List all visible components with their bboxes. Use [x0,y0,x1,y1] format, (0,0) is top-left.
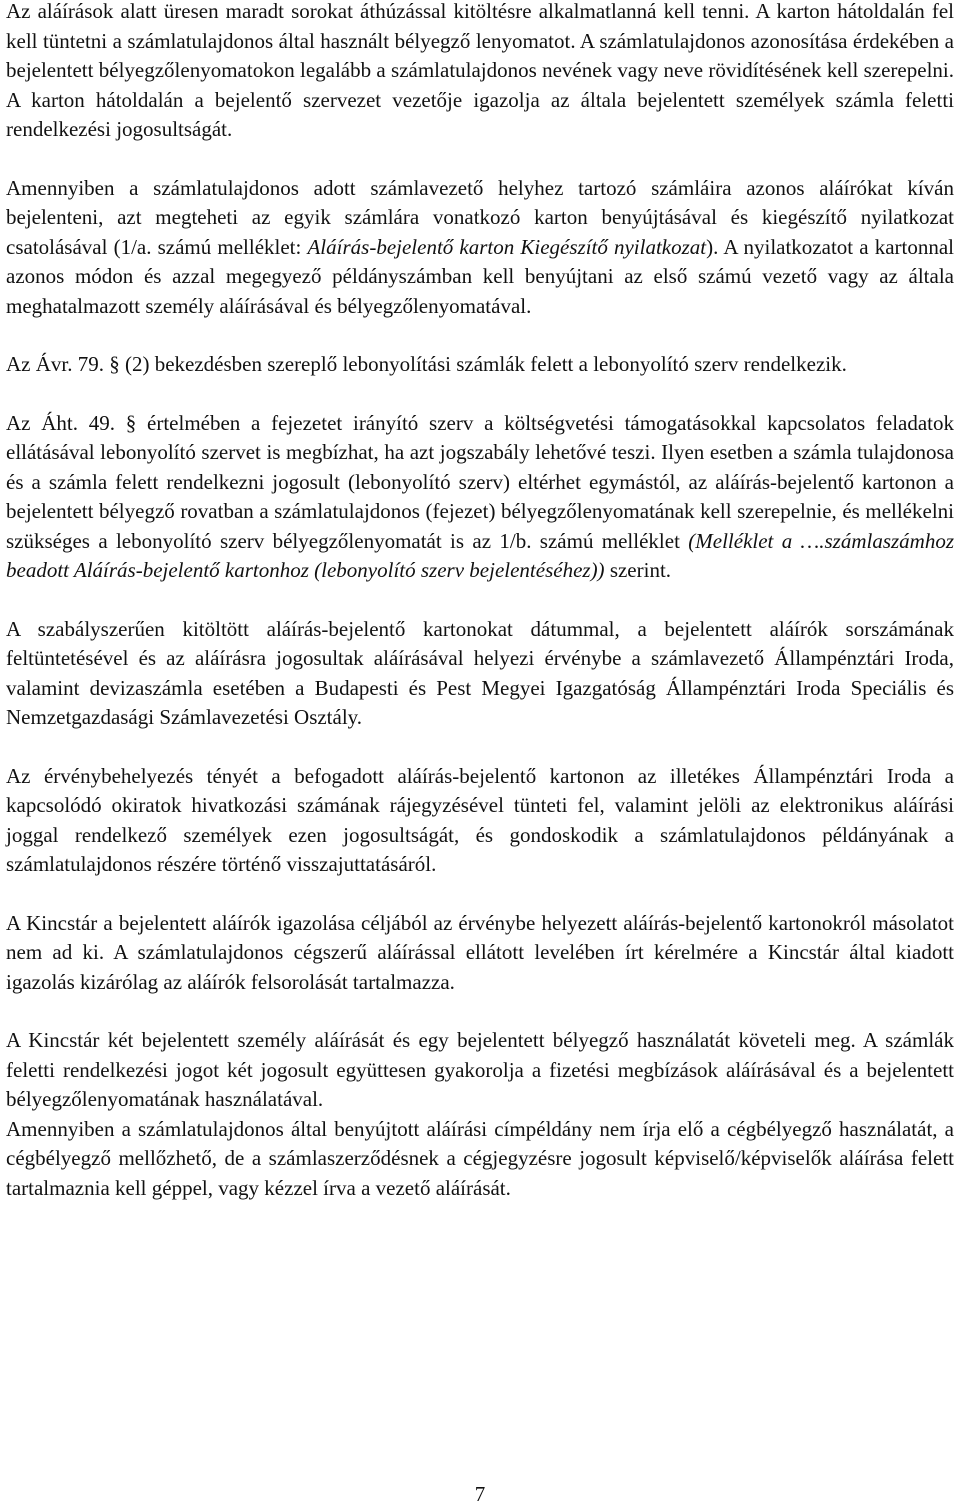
annex-title-italic: (Melléklet a ….számlaszámhoz beadott Aláírás-bejelentő kartonhoz (lebonyolító szerv bejelentéséhez)) [6,528,954,582]
paragraph-two-signatures: A Kincstár két bejelentett személy aláírását és egy bejelentett bélyegző használatát követeli meg. A számlák feletti rendelkezési jogot két jogosult együttesen gyakorolja a fizetési megbízások aláírásával és a bejelentett bélyegzőlenyomatának használatával. [6,1028,954,1111]
paragraph-text: Az Áht. 49. § értelmében a fejezetet irányító szerv a költségvetési támogatásokkal kapcsolatos feladatok ellátásával lebonyolító szervet is megbízhat, ha azt jogszabály lehetővé teszi. Ilyen esetben a számla tulajdonosa és a számla felett rendelkezni jogosult (lebonyolító szerv) eltérhet egymástól, az aláírás-bejelentő kartonon a bejelentett bélyegző rovatban a számlatulajdonos (fejezet) bélyegzőlenyomatának kell szerepelnie, és mellékelni szükséges a lebonyolító szerv bélyegzőlenyomatát is az 1/b. számú melléklet [6,410,954,553]
paragraph-no-copies: A Kincstár a bejelentett aláírók igazolása céljából az érvénybe helyezett aláírás-bejelentő kartonokról másolatot nem ad ki. A számlatulajdonos cégszerű aláírással ellátott levelében írt kérelmére a Kincstár által kiadott igazolás kizárólag az aláírók felsorolását tartalmazza. [6,910,954,994]
paragraph-text: Amennyiben a számlatulajdonos adott számlavezető helyhez tartozó számláira azonos aláírókat kíván bejelenteni, azt megteheti az egyik számlára vonatkozó karton benyújtásával és kiegészítő nyilatkozat csatolásával (1/a. számú melléklet: [6,175,954,259]
paragraph-registration: Az érvénybehelyezés tényét a befogadott aláírás-bejelentő kartonon az illetékes Állampénztári Iroda a kapcsolódó okiratok hivatkozási számának rájegyzésével tünteti fel, valamint jelöli az elektronikus aláírási joggal rendelkező személyek ezen jogosultságát, és gondoskodik a számlatulajdonos példányának a számlatulajdonos részére történő visszajuttatásáról. [6,763,954,876]
paragraph-company-stamp: Amennyiben a számlatulajdonos által benyújtott aláírási címpéldány nem írja elő a cégbélyegző használatát, a cégbélyegző mellőzhető, de a számlaszerződésnek a cégjegyzésre jogosult képviselő/képviselők aláírása felett tartalmaznia kell géppel, vagy kézzel írva a vezető aláírását. [6,1116,954,1200]
annex-title-italic: Aláírás-bejelentő karton Kiegészítő nyilatkozat [307,234,707,259]
paragraph-avr-79: Az Ávr. 79. § (2) bekezdésben szereplő lebonyolítási számlák felett a lebonyolító szerv rendelkezik. [6,352,847,376]
paragraph-signature-rules: Az aláírások alatt üresen maradt sorokat áthúzással kitöltésre alkalmatlanná kell tenni. A karton hátoldalán fel kell tüntetni a számlatulajdonos által használt bélyegző lenyomatot. A számlatulajdonos azonosítása érdekében a bejelentett bélyegzőlenyomatokon legalább a számlatulajdonos nevének vagy neve rövidítésének kell szerepelni. A karton hátoldalán a bejelentő szervezet vezetője igazolja az általa bejelentett személyek számla feletti rendelkezési jogosultságát. [6,0,954,141]
paragraph-text: szerint. [604,558,672,582]
paragraph-validation: A szabályszerűen kitöltött aláírás-bejelentő kartonokat dátummal, a bejelentett aláírók sorszámának feltüntetésével és az aláírásra jogosultak aláírásával helyezi érvénybe a számlavezető Állampénztári Iroda, valamint devizaszámla esetében a Budapesti és Pest Megyei Igazgatóság Állampénztári Iroda Speciális és Nemzetgazdasági Számlavezetési Osztály. [6,616,954,729]
paragraph-aht-49 [6,409,954,586]
paragraph-same-signers [6,174,954,322]
paragraph-text: ). A nyilatkozatot a kartonnal azonos módon és azzal megegyező példányszámban kell benyújtani az első számú vezető vagy az általa meghatalmazott személy aláírásával és bélyegzőlenyomatával. [6,234,954,318]
page-number: 7 [474,1482,486,1506]
